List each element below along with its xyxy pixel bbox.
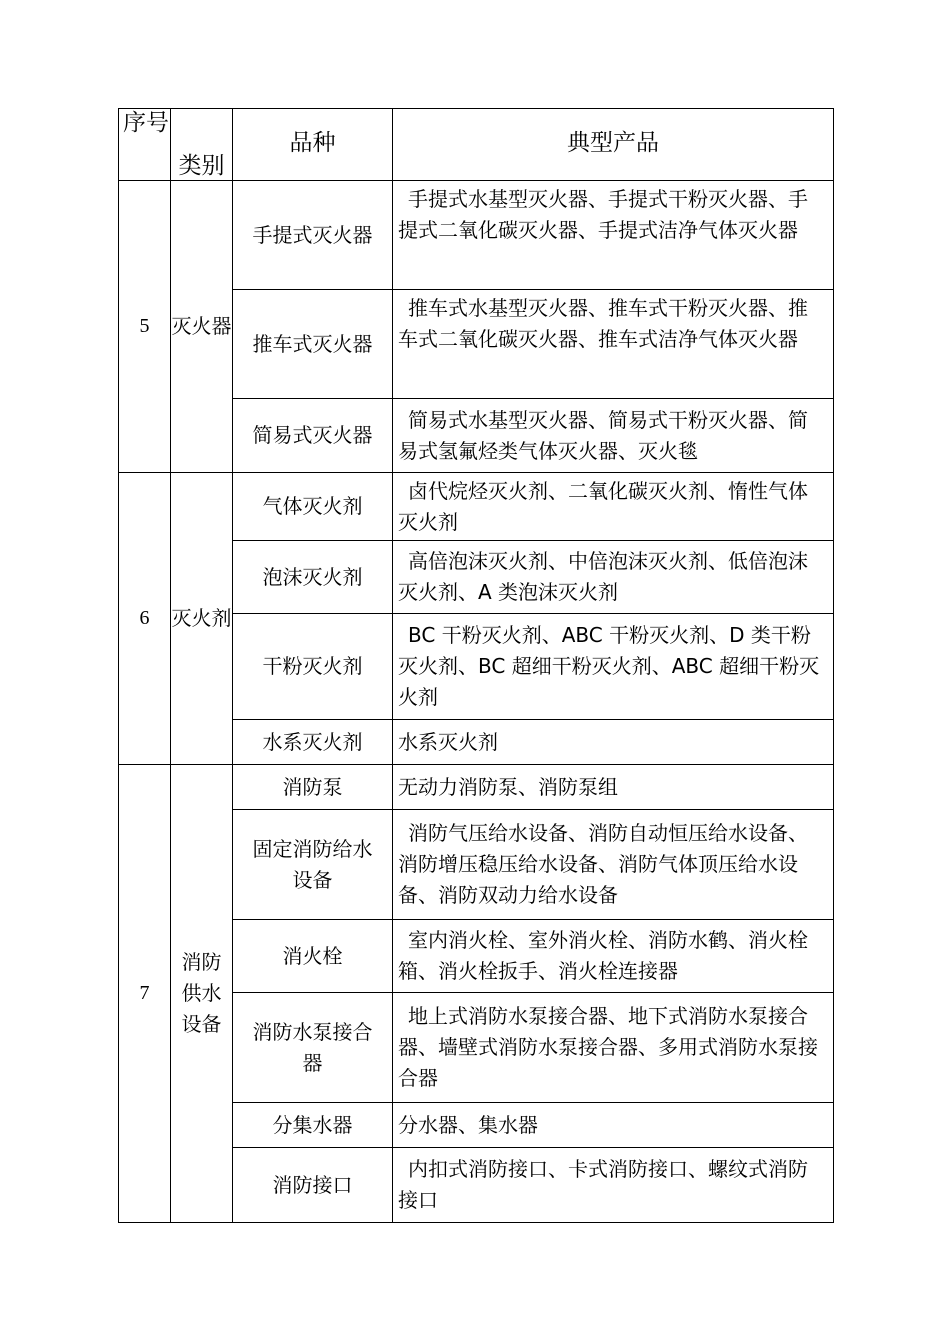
header-serial: 序号 (119, 109, 171, 181)
category-cell: 消防供水设备 (171, 765, 233, 1223)
header-category: 类别 (171, 109, 233, 181)
table-row (119, 765, 834, 810)
variety-cell: 手提式灭火器 (233, 181, 393, 290)
products-cell: 地上式消防水泵接合器、地下式消防水泵接合器、墙壁式消防水泵接合器、多用式消防水泵接合器 (393, 993, 834, 1103)
table-row (119, 181, 834, 290)
variety-cell: 分集水器 (233, 1103, 393, 1148)
variety-cell: 水系灭火剂 (233, 720, 393, 765)
table-header-row (119, 109, 834, 181)
products-cell: 室内消火栓、室外消火栓、消防水鹤、消火栓箱、消火栓扳手、消火栓连接器 (393, 920, 834, 993)
category-cell: 灭火剂 (171, 473, 233, 765)
products-cell: 消防气压给水设备、消防自动恒压给水设备、消防增压稳压给水设备、消防气体顶压给水设备、消防双动力给水设备 (393, 810, 834, 920)
variety-cell: 泡沫灭火剂 (233, 541, 393, 614)
products-cell: 推车式水基型灭火器、推车式干粉灭火器、推车式二氧化碳灭火器、推车式洁净气体灭火器 (393, 290, 834, 399)
product-table (118, 108, 834, 1223)
variety-cell: 消防泵 (233, 765, 393, 810)
variety-cell: 气体灭火剂 (233, 473, 393, 541)
products-cell: 内扣式消防接口、卡式消防接口、螺纹式消防接口 (393, 1148, 834, 1223)
category-cell: 灭火器 (171, 181, 233, 473)
products-cell: 卤代烷烃灭火剂、二氧化碳灭火剂、惰性气体灭火剂 (393, 473, 834, 541)
variety-cell: 消防水泵接合器 (233, 993, 393, 1103)
products-cell: 分水器、集水器 (393, 1103, 834, 1148)
serial-cell: 6 (119, 473, 171, 765)
products-cell: 简易式水基型灭火器、简易式干粉灭火器、简易式氢氟烃类气体灭火器、灭火毯 (393, 399, 834, 473)
variety-cell: 简易式灭火器 (233, 399, 393, 473)
variety-cell: 消防接口 (233, 1148, 393, 1223)
products-cell: BC 干粉灭火剂、ABC 干粉灭火剂、D 类干粉灭火剂、BC 超细干粉灭火剂、ABC 超细干粉灭火剂 (393, 614, 834, 720)
serial-cell: 7 (119, 765, 171, 1223)
products-cell: 手提式水基型灭火器、手提式干粉灭火器、手提式二氧化碳灭火器、手提式洁净气体灭火器 (393, 181, 834, 290)
variety-cell: 干粉灭火剂 (233, 614, 393, 720)
products-cell: 水系灭火剂 (393, 720, 834, 765)
variety-cell: 消火栓 (233, 920, 393, 993)
variety-cell: 推车式灭火器 (233, 290, 393, 399)
header-products: 典型产品 (393, 109, 834, 181)
table-row (119, 473, 834, 541)
serial-cell: 5 (119, 181, 171, 473)
products-cell: 高倍泡沫灭火剂、中倍泡沫灭火剂、低倍泡沫灭火剂、A 类泡沫灭火剂 (393, 541, 834, 614)
header-variety: 品种 (233, 109, 393, 181)
variety-cell: 固定消防给水设备 (233, 810, 393, 920)
products-cell: 无动力消防泵、消防泵组 (393, 765, 834, 810)
